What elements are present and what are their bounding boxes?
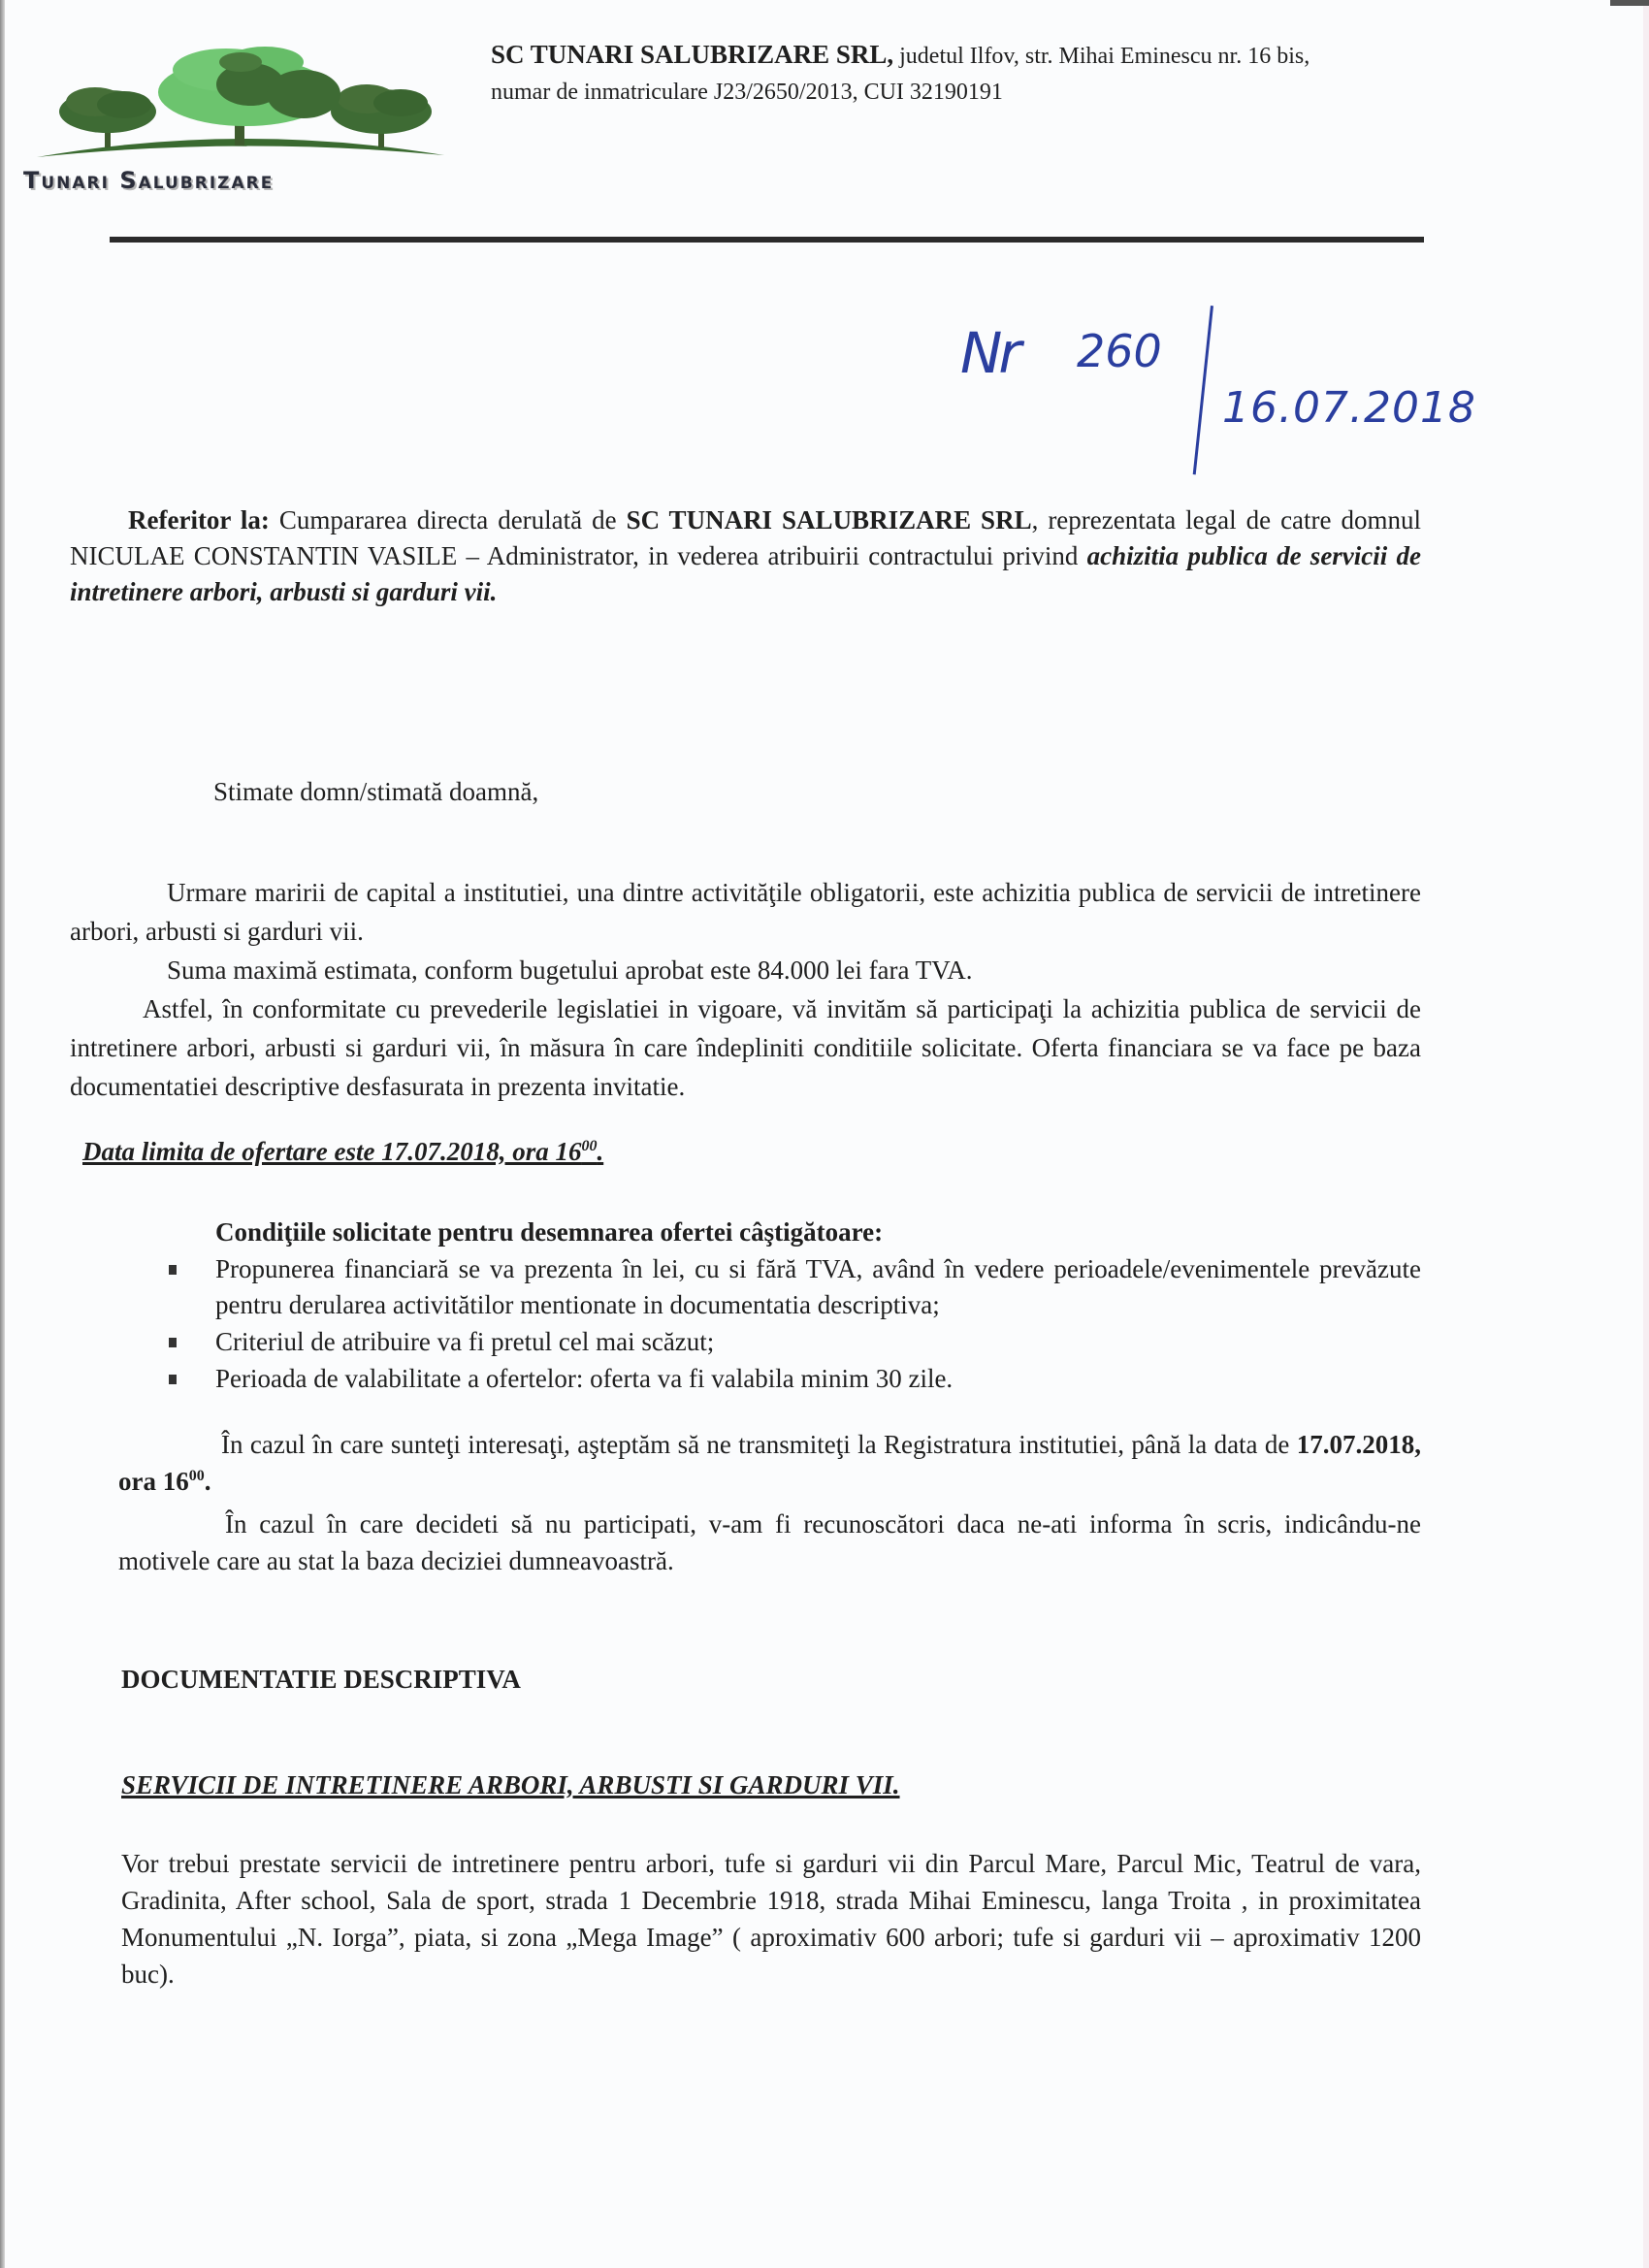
body-paragraphs: [70, 873, 1421, 1106]
closing-paragraph-2: În cazul în care decideti să nu participati, v-am fi recunoscători daca ne-ati informa în scris, indicându-ne motivele care au stat la baza deciziei dumneavoastră.: [118, 1509, 1421, 1575]
handwritten-slash: [1193, 306, 1213, 474]
logo-tree-right: [331, 84, 432, 147]
reference-text-b: , reprezentata legal de catre domnul NICULAE CONSTANTIN VASILE – Administrator, in vederea atribuirii contractului privind: [70, 505, 1421, 570]
company-name: SC TUNARI SALUBRIZARE SRL,: [491, 40, 894, 69]
square-bullet-icon: [169, 1375, 177, 1384]
deadline-time-sup: 00: [581, 1138, 598, 1154]
closing-paragraph-1: [118, 1426, 1421, 1500]
company-header: [491, 37, 1310, 111]
reference-company: SC TUNARI SALUBRIZARE SRL: [626, 505, 1032, 535]
condition-text: Propunerea financiară se va prezenta în lei, cu si fără TVA, având în vedere perioadele/evenimentele prevăzute pentru derularea activitătilor mentionate in documentatia descriptiva;: [215, 1254, 1421, 1319]
condition-item: [165, 1324, 1421, 1360]
square-bullet-icon: [169, 1265, 177, 1275]
square-bullet-icon: [169, 1338, 177, 1347]
scan-edge-right: [1643, 0, 1649, 2268]
logo-wordmark: Tunari Salubrizare: [23, 167, 275, 194]
deadline-text: Data limita de ofertare este 17.07.2018, ora 16: [82, 1137, 582, 1166]
reference-label: Referitor la:: [128, 505, 270, 535]
handwritten-number: 260: [1077, 325, 1162, 377]
logo-tree-center: [158, 47, 340, 146]
greeting: Stimate domn/stimată doamnă,: [213, 777, 539, 806]
conditions-list: [165, 1251, 1421, 1398]
conditions-title: Condiţiile solicitate pentru desemnarea ofertei câştigătoare:: [215, 1217, 884, 1247]
service-title: SERVICII DE INTRETINERE ARBORI, ARBUSTI SI GARDURI VII.: [121, 1770, 900, 1799]
company-address: judetul Ilfov, str. Mihai Eminescu nr. 16 bis,: [893, 44, 1310, 69]
handwritten-date: 16.07.2018: [1222, 383, 1476, 433]
documentation-title: DOCUMENTATIE DESCRIPTIVA: [121, 1665, 521, 1694]
deadline-notice: [82, 1137, 603, 1167]
reference-text: [70, 502, 1421, 610]
condition-item: [165, 1361, 1421, 1397]
reference-subject: achizitia publica de servicii de intretinere arbori, arbusti si garduri vii.: [70, 541, 1421, 606]
closing-p1-end: .: [204, 1467, 211, 1496]
trees-logo-graphic: [17, 39, 454, 165]
scan-corner-mark: [1610, 0, 1649, 6]
closing-p1-text: În cazul în care sunteţi interesaţi, aşteptăm să ne transmiteţi la Registratura institutiei, până la data de: [221, 1430, 1297, 1459]
condition-text: Perioada de valabilitate a ofertelor: oferta va fi valabila minim 30 zile.: [215, 1364, 954, 1393]
condition-text: Criteriul de atribuire va fi pretul cel mai scăzut;: [215, 1327, 715, 1356]
company-line-1: [491, 37, 1310, 75]
handwritten-number-label: Nr: [960, 320, 1018, 386]
header-divider: [110, 237, 1424, 243]
closing-p1-date: 17.07.2018, ora 16: [118, 1430, 1421, 1496]
closing-paragraphs: [118, 1426, 1421, 1579]
condition-item: [165, 1251, 1421, 1323]
logo-tree-left: [59, 87, 156, 147]
body-paragraph-3: Astfel, în conformitate cu prevederile legislatiei in vigoare, vă invităm să participaţi la achizitia publica de servicii de intretinere arbori, arbusti si garduri vii, în măsura în care îndepliniti conditiile solicitate. Oferta financiara se va face pe baza documentatiei descriptive desfasurata in prezenta invitatie.: [70, 994, 1421, 1101]
reference-paragraph: [70, 502, 1421, 610]
company-logo: [17, 39, 454, 209]
company-registration: numar de inmatriculare J23/2650/2013, CUI 32190191: [491, 80, 1003, 105]
reference-text-a: Cumpararea directa derulată de: [269, 505, 627, 535]
handwritten-registration: [941, 291, 1476, 485]
body-paragraph-2: Suma maximă estimata, conform bugetului aprobat este 84.000 lei fara TVA.: [167, 956, 973, 985]
closing-p1-sup: 00: [188, 1468, 205, 1484]
scan-edge-left: [0, 0, 5, 2268]
service-description: Vor trebui prestate servicii de intretinere pentru arbori, tufe si garduri vii din Parcul Mare, Parcul Mic, Teatrul de vara, Gradinita, After school, Sala de sport, strada 1 Decembrie 1918, strada Mihai Eminescu, langa Troita , in proximitatea Monumentului „N. Iorga”, piata, si zona „Mega Image” ( aproximativ 600 arbori; tufe si garduri vii – aproximativ 1200 buc).: [121, 1849, 1421, 1989]
body-paragraph-1: Urmare maririi de capital a institutiei, una dintre activităţile obligatorii, este achizitia publica de servicii de intretinere arbori, arbusti si garduri vii.: [70, 878, 1421, 946]
deadline-end: .: [597, 1137, 604, 1166]
